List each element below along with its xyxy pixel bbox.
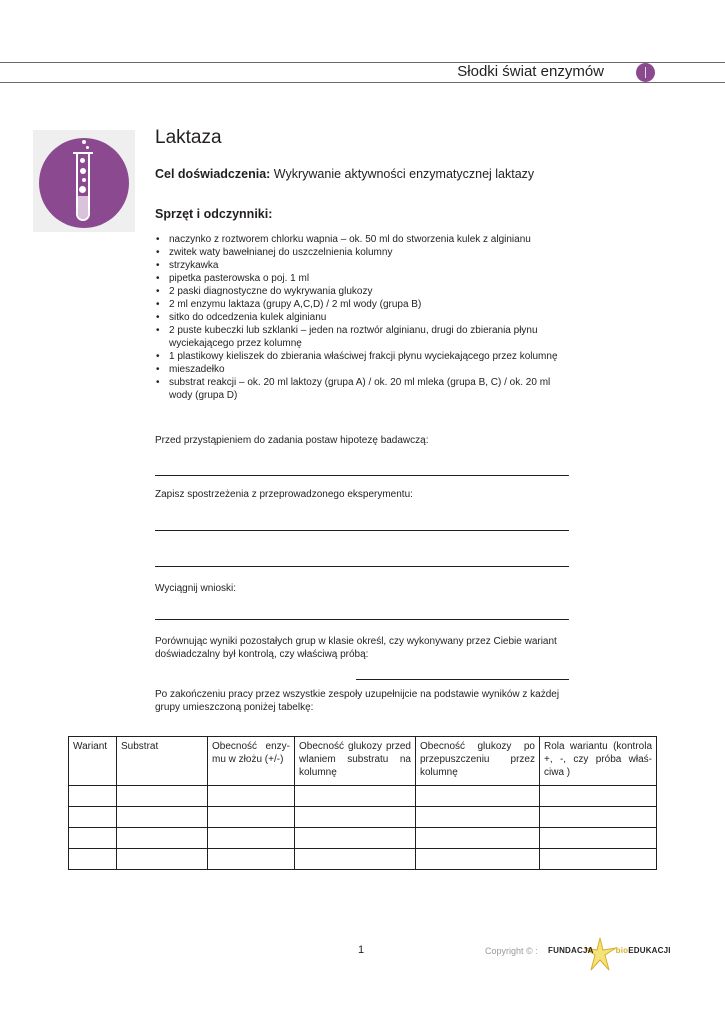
copyright-text: Copyright © : (485, 946, 538, 956)
observations-answer-line[interactable] (155, 566, 569, 567)
table-cell[interactable] (117, 828, 208, 849)
table-cell[interactable] (416, 807, 540, 828)
aim-label: Cel doświadczenia: (155, 167, 271, 181)
list-item: • strzykawka (155, 259, 569, 272)
header-rule-bottom (0, 82, 725, 83)
column-header: Obecność glukozy po przepuszczeniu przez kolumnę (416, 737, 540, 786)
page-number: 1 (358, 944, 365, 956)
table-cell[interactable] (69, 786, 117, 807)
bubble-icon (79, 186, 86, 193)
equipment-list (155, 233, 569, 402)
list-item: • naczynko z roztworem chlorku wapnia – ok. 50 ml do stworzenia kulek z alginianu (155, 233, 569, 246)
aim-line (155, 166, 534, 182)
column-header: Obecność enzy-mu w złożu (+/-) (208, 737, 295, 786)
info-badge-icon (636, 63, 655, 82)
equipment-heading: Sprzęt i odczynniki: (155, 207, 273, 221)
bubble-icon (80, 158, 85, 163)
list-item: • sitko do odcedzenia kulek alginianu (155, 311, 569, 324)
observations-prompt: Zapisz spostrzeżenia z przeprowadzonego eksperymentu: (155, 489, 413, 500)
table-cell[interactable] (295, 786, 416, 807)
table-cell[interactable] (416, 849, 540, 870)
brand-right: EDUKACJI (628, 946, 671, 955)
list-item: • 2 ml enzymu laktaza (grupy A,C,D) / 2 ml wody (grupa B) (155, 298, 569, 311)
table-cell[interactable] (416, 828, 540, 849)
table-cell[interactable] (295, 807, 416, 828)
table-cell[interactable] (69, 828, 117, 849)
table-cell[interactable] (295, 828, 416, 849)
column-header: Obecność glukozy przed wlaniem substratu na kolumnę (295, 737, 416, 786)
header-rule-top (0, 62, 725, 63)
results-table (68, 736, 657, 870)
column-header: Substrat (117, 737, 208, 786)
bubble-icon (86, 146, 89, 149)
table-cell[interactable] (295, 849, 416, 870)
test-tube-liquid (78, 196, 88, 219)
table-cell[interactable] (208, 786, 295, 807)
list-item: • 2 puste kubeczki lub szklanki – jeden na roztwór alginianu, drugi do zbierania płynu wyciekającego przez kolumnę (155, 324, 569, 350)
brand-logo (548, 946, 671, 955)
table-header-row (69, 737, 657, 786)
table-cell[interactable] (208, 828, 295, 849)
table-intro: Po zakończeniu pracy przez wszystkie zespoły uzupełnijcie na podstawie wyników z każdej grupy umieszczoną poniżej tabelkę: (155, 689, 560, 713)
table-row (69, 786, 657, 807)
comparison-answer-line[interactable] (356, 679, 569, 680)
conclusions-prompt: Wyciągnij wnioski: (155, 583, 237, 594)
brand-left: FUNDACJA (548, 946, 594, 955)
column-header: Wariant (69, 737, 117, 786)
aim-text: Wykrywanie aktywności enzymatycznej laktazy (273, 167, 535, 181)
table-cell[interactable] (208, 807, 295, 828)
brand-mid: bio (615, 946, 629, 955)
table-cell[interactable] (117, 807, 208, 828)
list-item: • 2 paski diagnostyczne do wykrywania glukozy (155, 285, 569, 298)
list-item: • 1 plastikowy kieliszek do zbierania właściwej frakcji płynu wyciekającego przez kolumnę (155, 350, 569, 363)
list-item: • substrat reakcji – ok. 20 ml laktozy (grupa A) / ok. 20 ml mleka (grupa B, C) / ok. 20 ml wody (grupa D) (155, 376, 569, 402)
table-cell[interactable] (540, 807, 657, 828)
table-row (69, 849, 657, 870)
list-item: • mieszadełko (155, 363, 569, 376)
column-header: Rola wariantu (kontrola +, -, czy próba właś-ciwa ) (540, 737, 657, 786)
table-cell[interactable] (540, 849, 657, 870)
table-row (69, 828, 657, 849)
table-cell[interactable] (208, 849, 295, 870)
table-cell[interactable] (117, 849, 208, 870)
conclusions-answer-line[interactable] (155, 619, 569, 620)
bubble-icon (82, 140, 86, 144)
list-item: • pipetka pasterowska o poj. 1 ml (155, 272, 569, 285)
hypothesis-prompt: Przed przystąpieniem do zadania postaw hipotezę badawczą: (155, 435, 429, 446)
hypothesis-answer-line[interactable] (155, 475, 569, 476)
table-cell[interactable] (117, 786, 208, 807)
comparison-prompt: Porównując wyniki pozostałych grup w klasie określ, czy wykonywany przez Ciebie wariant doświadczalny był kontrolą, czy właściwą próbą: (155, 636, 557, 660)
table-cell[interactable] (69, 807, 117, 828)
table-cell[interactable] (540, 828, 657, 849)
page-title: Laktaza (155, 127, 222, 148)
bubble-icon (82, 178, 86, 182)
table-cell[interactable] (69, 849, 117, 870)
table-row (69, 807, 657, 828)
header-title: Słodki świat enzymów (457, 63, 604, 80)
bubble-icon (80, 168, 86, 174)
observations-answer-line[interactable] (155, 530, 569, 531)
table-cell[interactable] (540, 786, 657, 807)
list-item: • zwitek waty bawełnianej do uszczelnienia kolumny (155, 246, 569, 259)
table-cell[interactable] (416, 786, 540, 807)
